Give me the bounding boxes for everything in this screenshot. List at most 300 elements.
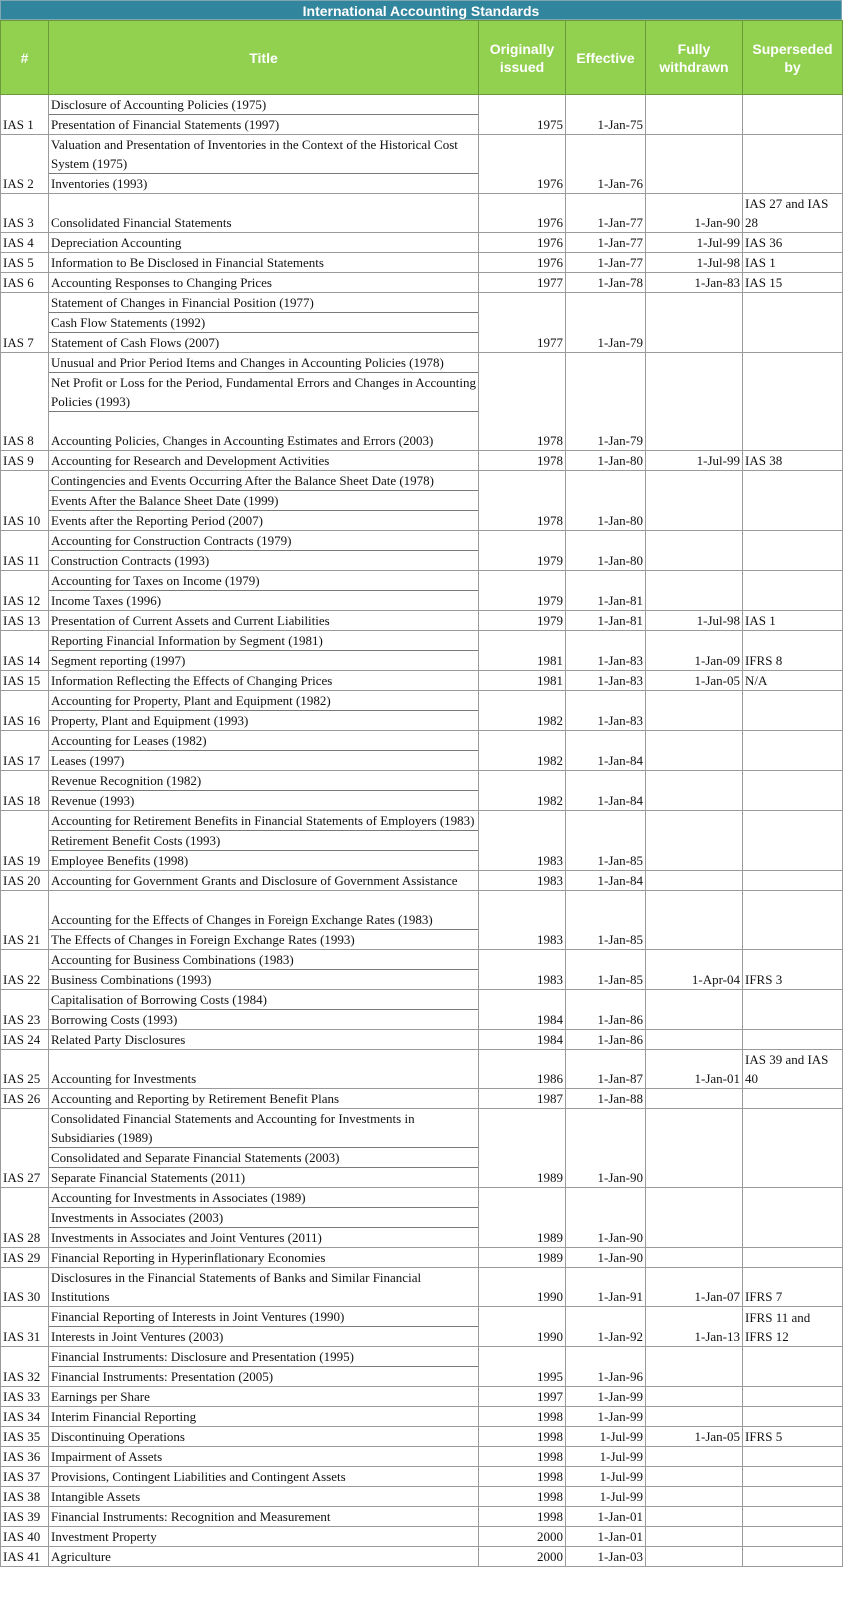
cell-standard-number[interactable]: IAS 25 bbox=[1, 1050, 49, 1089]
table-row[interactable] bbox=[1, 1407, 843, 1427]
cell-standard-number[interactable]: IAS 21 bbox=[1, 891, 49, 950]
cell-effective[interactable]: 1-Jan-99 bbox=[566, 1407, 646, 1427]
cell-originally-issued[interactable]: 1989 bbox=[479, 1109, 566, 1188]
cell-superseded-by[interactable] bbox=[743, 1487, 843, 1507]
cell-fully-withdrawn[interactable] bbox=[646, 811, 743, 871]
cell-standard-number[interactable]: IAS 8 bbox=[1, 353, 49, 451]
table-row[interactable] bbox=[1, 811, 843, 871]
cell-effective[interactable]: 1-Jul-99 bbox=[566, 1467, 646, 1487]
cell-effective[interactable]: 1-Jan-01 bbox=[566, 1507, 646, 1527]
cell-originally-issued[interactable]: 1998 bbox=[479, 1407, 566, 1427]
cell-fully-withdrawn[interactable]: 1-Jan-83 bbox=[646, 273, 743, 293]
cell-originally-issued[interactable]: 1979 bbox=[479, 531, 566, 571]
cell-superseded-by[interactable] bbox=[743, 1447, 843, 1467]
table-row[interactable] bbox=[1, 253, 843, 273]
cell-superseded-by[interactable]: IAS 39 and IAS 40 bbox=[743, 1050, 843, 1089]
cell-superseded-by[interactable] bbox=[743, 471, 843, 531]
cell-title[interactable] bbox=[49, 1188, 479, 1248]
cell-fully-withdrawn[interactable] bbox=[646, 1487, 743, 1507]
cell-standard-number[interactable]: IAS 1 bbox=[1, 95, 49, 135]
cell-superseded-by[interactable] bbox=[743, 1248, 843, 1268]
cell-standard-number[interactable]: IAS 40 bbox=[1, 1527, 49, 1547]
cell-fully-withdrawn[interactable] bbox=[646, 1109, 743, 1188]
cell-effective[interactable]: 1-Jan-85 bbox=[566, 811, 646, 871]
cell-fully-withdrawn[interactable] bbox=[646, 1467, 743, 1487]
cell-originally-issued[interactable]: 1976 bbox=[479, 233, 566, 253]
table-row[interactable] bbox=[1, 691, 843, 731]
cell-originally-issued[interactable]: 1983 bbox=[479, 891, 566, 950]
cell-effective[interactable]: 1-Jan-84 bbox=[566, 731, 646, 771]
cell-fully-withdrawn[interactable] bbox=[646, 353, 743, 451]
cell-title[interactable] bbox=[49, 611, 479, 631]
cell-effective[interactable]: 1-Jan-90 bbox=[566, 1188, 646, 1248]
cell-title[interactable] bbox=[49, 233, 479, 253]
cell-effective[interactable]: 1-Jan-84 bbox=[566, 771, 646, 811]
cell-fully-withdrawn[interactable] bbox=[646, 871, 743, 891]
cell-fully-withdrawn[interactable] bbox=[646, 731, 743, 771]
cell-originally-issued[interactable]: 1981 bbox=[479, 631, 566, 671]
cell-effective[interactable]: 1-Jan-77 bbox=[566, 233, 646, 253]
cell-standard-number[interactable]: IAS 3 bbox=[1, 194, 49, 233]
cell-originally-issued[interactable]: 1979 bbox=[479, 571, 566, 611]
cell-effective[interactable]: 1-Jan-78 bbox=[566, 273, 646, 293]
cell-title[interactable] bbox=[49, 1527, 479, 1547]
cell-fully-withdrawn[interactable]: 1-Jan-01 bbox=[646, 1050, 743, 1089]
cell-standard-number[interactable]: IAS 12 bbox=[1, 571, 49, 611]
cell-originally-issued[interactable]: 1995 bbox=[479, 1347, 566, 1387]
cell-effective[interactable]: 1-Jan-80 bbox=[566, 451, 646, 471]
cell-standard-number[interactable]: IAS 9 bbox=[1, 451, 49, 471]
cell-standard-number[interactable]: IAS 39 bbox=[1, 1507, 49, 1527]
cell-originally-issued[interactable]: 1989 bbox=[479, 1248, 566, 1268]
table-row[interactable] bbox=[1, 771, 843, 811]
cell-effective[interactable]: 1-Jul-99 bbox=[566, 1487, 646, 1507]
table-row[interactable] bbox=[1, 671, 843, 691]
cell-effective[interactable]: 1-Jan-80 bbox=[566, 471, 646, 531]
cell-title[interactable] bbox=[49, 1407, 479, 1427]
cell-fully-withdrawn[interactable] bbox=[646, 1248, 743, 1268]
cell-fully-withdrawn[interactable]: 1-Jan-07 bbox=[646, 1268, 743, 1307]
cell-standard-number[interactable]: IAS 32 bbox=[1, 1347, 49, 1387]
cell-effective[interactable]: 1-Jan-03 bbox=[566, 1547, 646, 1567]
cell-originally-issued[interactable]: 1979 bbox=[479, 611, 566, 631]
cell-originally-issued[interactable]: 2000 bbox=[479, 1527, 566, 1547]
cell-effective[interactable]: 1-Jan-99 bbox=[566, 1387, 646, 1407]
cell-originally-issued[interactable]: 1982 bbox=[479, 691, 566, 731]
table-row[interactable] bbox=[1, 1030, 843, 1050]
table-row[interactable] bbox=[1, 611, 843, 631]
table-row[interactable] bbox=[1, 1050, 843, 1089]
table-row[interactable] bbox=[1, 233, 843, 253]
cell-effective[interactable]: 1-Jan-96 bbox=[566, 1347, 646, 1387]
title-entry: Investment Property bbox=[51, 1529, 157, 1544]
cell-title[interactable] bbox=[49, 871, 479, 891]
cell-originally-issued[interactable]: 1977 bbox=[479, 273, 566, 293]
cell-fully-withdrawn[interactable] bbox=[646, 135, 743, 194]
title-entry: Inventories (1993) bbox=[51, 176, 148, 191]
cell-title[interactable] bbox=[49, 95, 479, 135]
cell-superseded-by[interactable] bbox=[743, 1507, 843, 1527]
cell-standard-number[interactable]: IAS 31 bbox=[1, 1307, 49, 1347]
table-row[interactable] bbox=[1, 531, 843, 571]
cell-title[interactable] bbox=[49, 950, 479, 990]
cell-standard-number[interactable]: IAS 15 bbox=[1, 671, 49, 691]
cell-fully-withdrawn[interactable] bbox=[646, 1447, 743, 1467]
cell-superseded-by[interactable] bbox=[743, 871, 843, 891]
cell-effective[interactable]: 1-Jan-86 bbox=[566, 1030, 646, 1050]
cell-title[interactable] bbox=[49, 1307, 479, 1347]
table-row[interactable] bbox=[1, 1089, 843, 1109]
cell-originally-issued[interactable]: 1982 bbox=[479, 731, 566, 771]
cell-standard-number[interactable]: IAS 22 bbox=[1, 950, 49, 990]
table-row[interactable] bbox=[1, 1547, 843, 1567]
cell-superseded-by[interactable] bbox=[743, 1347, 843, 1387]
cell-superseded-by[interactable]: IFRS 5 bbox=[743, 1427, 843, 1447]
cell-fully-withdrawn[interactable] bbox=[646, 1507, 743, 1527]
cell-effective[interactable]: 1-Jan-76 bbox=[566, 135, 646, 194]
cell-superseded-by[interactable] bbox=[743, 293, 843, 353]
cell-superseded-by[interactable] bbox=[743, 891, 843, 950]
cell-fully-withdrawn[interactable]: 1-Apr-04 bbox=[646, 950, 743, 990]
cell-effective[interactable]: 1-Jan-75 bbox=[566, 95, 646, 135]
cell-superseded-by[interactable] bbox=[743, 1109, 843, 1188]
cell-fully-withdrawn[interactable] bbox=[646, 531, 743, 571]
cell-effective[interactable]: 1-Jan-77 bbox=[566, 253, 646, 273]
cell-effective[interactable]: 1-Jan-79 bbox=[566, 293, 646, 353]
cell-standard-number[interactable]: IAS 36 bbox=[1, 1447, 49, 1467]
cell-effective[interactable]: 1-Jan-79 bbox=[566, 353, 646, 451]
cell-title[interactable] bbox=[49, 1030, 479, 1050]
cell-standard-number[interactable]: IAS 18 bbox=[1, 771, 49, 811]
table-row[interactable] bbox=[1, 1427, 843, 1447]
cell-standard-number[interactable]: IAS 5 bbox=[1, 253, 49, 273]
cell-title[interactable] bbox=[49, 293, 479, 353]
table-row[interactable] bbox=[1, 1467, 843, 1487]
cell-effective[interactable]: 1-Jan-01 bbox=[566, 1527, 646, 1547]
cell-standard-number[interactable]: IAS 24 bbox=[1, 1030, 49, 1050]
cell-originally-issued[interactable]: 1997 bbox=[479, 1387, 566, 1407]
table-row[interactable] bbox=[1, 1447, 843, 1467]
cell-effective[interactable]: 1-Jan-90 bbox=[566, 1248, 646, 1268]
cell-standard-number[interactable]: IAS 19 bbox=[1, 811, 49, 871]
cell-effective[interactable]: 1-Jan-83 bbox=[566, 631, 646, 671]
cell-fully-withdrawn[interactable]: 1-Jan-05 bbox=[646, 1427, 743, 1447]
cell-title[interactable] bbox=[49, 194, 479, 233]
cell-fully-withdrawn[interactable] bbox=[646, 1188, 743, 1248]
table-row[interactable] bbox=[1, 273, 843, 293]
cell-superseded-by[interactable] bbox=[743, 531, 843, 571]
cell-fully-withdrawn[interactable] bbox=[646, 1387, 743, 1407]
cell-title[interactable] bbox=[49, 471, 479, 531]
cell-title[interactable] bbox=[49, 1467, 479, 1487]
cell-originally-issued[interactable]: 1983 bbox=[479, 871, 566, 891]
table-row[interactable] bbox=[1, 1347, 843, 1387]
title-entry: Statement of Cash Flows (2007) bbox=[51, 335, 220, 350]
cell-title[interactable] bbox=[49, 691, 479, 731]
cell-title[interactable] bbox=[49, 451, 479, 471]
cell-originally-issued[interactable]: 2000 bbox=[479, 1547, 566, 1567]
cell-superseded-by[interactable]: IFRS 8 bbox=[743, 631, 843, 671]
cell-title[interactable] bbox=[49, 1447, 479, 1467]
table-row[interactable] bbox=[1, 194, 843, 233]
cell-superseded-by[interactable]: IAS 1 bbox=[743, 611, 843, 631]
table-row[interactable] bbox=[1, 1268, 843, 1307]
cell-standard-number[interactable]: IAS 30 bbox=[1, 1268, 49, 1307]
cell-originally-issued[interactable]: 1978 bbox=[479, 471, 566, 531]
cell-effective[interactable]: 1-Jan-80 bbox=[566, 531, 646, 571]
table-row[interactable] bbox=[1, 891, 843, 950]
cell-standard-number[interactable]: IAS 14 bbox=[1, 631, 49, 671]
cell-fully-withdrawn[interactable]: 1-Jul-98 bbox=[646, 611, 743, 631]
cell-standard-number[interactable]: IAS 6 bbox=[1, 273, 49, 293]
cell-title[interactable] bbox=[49, 353, 479, 451]
cell-superseded-by[interactable] bbox=[743, 95, 843, 135]
cell-standard-number[interactable]: IAS 23 bbox=[1, 990, 49, 1030]
cell-standard-number[interactable]: IAS 16 bbox=[1, 691, 49, 731]
cell-effective[interactable]: 1-Jan-85 bbox=[566, 891, 646, 950]
cell-originally-issued[interactable]: 1998 bbox=[479, 1507, 566, 1527]
cell-effective[interactable]: 1-Jul-99 bbox=[566, 1427, 646, 1447]
cell-originally-issued[interactable]: 1998 bbox=[479, 1427, 566, 1447]
cell-originally-issued[interactable]: 1986 bbox=[479, 1050, 566, 1089]
title-entry: Information Reflecting the Effects of Changing Prices bbox=[51, 673, 333, 688]
table-row[interactable] bbox=[1, 1248, 843, 1268]
cell-title[interactable] bbox=[49, 253, 479, 273]
cell-superseded-by[interactable] bbox=[743, 811, 843, 871]
cell-standard-number[interactable]: IAS 38 bbox=[1, 1487, 49, 1507]
table-row[interactable] bbox=[1, 293, 843, 353]
table-row[interactable] bbox=[1, 1487, 843, 1507]
cell-superseded-by[interactable]: IAS 1 bbox=[743, 253, 843, 273]
cell-superseded-by[interactable]: IAS 38 bbox=[743, 451, 843, 471]
cell-title[interactable] bbox=[49, 531, 479, 571]
cell-fully-withdrawn[interactable] bbox=[646, 771, 743, 811]
title-entry: Information to Be Disclosed in Financial Statements bbox=[51, 255, 324, 270]
cell-superseded-by[interactable] bbox=[743, 1387, 843, 1407]
cell-superseded-by[interactable]: IAS 27 and IAS 28 bbox=[743, 194, 843, 233]
cell-fully-withdrawn[interactable]: 1-Jan-09 bbox=[646, 631, 743, 671]
cell-originally-issued[interactable]: 1976 bbox=[479, 135, 566, 194]
title-entry: Accounting Policies, Changes in Accounting Estimates and Errors (2003) bbox=[51, 433, 434, 448]
table-row[interactable] bbox=[1, 1307, 843, 1347]
cell-title[interactable] bbox=[49, 1268, 479, 1307]
cell-fully-withdrawn[interactable] bbox=[646, 1407, 743, 1427]
cell-originally-issued[interactable]: 1998 bbox=[479, 1487, 566, 1507]
title-entry: Earnings per Share bbox=[51, 1389, 150, 1404]
cell-effective[interactable]: 1-Jan-91 bbox=[566, 1268, 646, 1307]
cell-title[interactable] bbox=[49, 571, 479, 611]
table-row[interactable] bbox=[1, 135, 843, 194]
cell-effective[interactable]: 1-Jan-90 bbox=[566, 1109, 646, 1188]
cell-standard-number[interactable]: IAS 13 bbox=[1, 611, 49, 631]
table-row[interactable] bbox=[1, 1527, 843, 1547]
title-entry: Valuation and Presentation of Inventories in the Context of the Historical Cost System (1975) bbox=[49, 135, 478, 174]
cell-originally-issued[interactable]: 1975 bbox=[479, 95, 566, 135]
cell-fully-withdrawn[interactable]: 1-Jan-05 bbox=[646, 671, 743, 691]
cell-standard-number[interactable]: IAS 27 bbox=[1, 1109, 49, 1188]
cell-standard-number[interactable]: IAS 10 bbox=[1, 471, 49, 531]
cell-title[interactable] bbox=[49, 1248, 479, 1268]
cell-superseded-by[interactable] bbox=[743, 1188, 843, 1248]
cell-title[interactable] bbox=[49, 671, 479, 691]
cell-superseded-by[interactable] bbox=[743, 135, 843, 194]
cell-title[interactable] bbox=[49, 1109, 479, 1188]
cell-originally-issued[interactable]: 1990 bbox=[479, 1307, 566, 1347]
cell-fully-withdrawn[interactable] bbox=[646, 571, 743, 611]
cell-title[interactable] bbox=[49, 1387, 479, 1407]
cell-effective[interactable]: 1-Jan-81 bbox=[566, 571, 646, 611]
cell-title[interactable] bbox=[49, 771, 479, 811]
cell-superseded-by[interactable] bbox=[743, 990, 843, 1030]
cell-superseded-by[interactable] bbox=[743, 731, 843, 771]
table-row[interactable] bbox=[1, 871, 843, 891]
cell-superseded-by[interactable]: IAS 36 bbox=[743, 233, 843, 253]
table-row[interactable] bbox=[1, 1109, 843, 1188]
cell-originally-issued[interactable]: 1990 bbox=[479, 1268, 566, 1307]
cell-originally-issued[interactable]: 1981 bbox=[479, 671, 566, 691]
cell-effective[interactable]: 1-Jan-92 bbox=[566, 1307, 646, 1347]
cell-effective[interactable]: 1-Jan-87 bbox=[566, 1050, 646, 1089]
cell-standard-number[interactable]: IAS 4 bbox=[1, 233, 49, 253]
cell-fully-withdrawn[interactable]: 1-Jan-90 bbox=[646, 194, 743, 233]
cell-fully-withdrawn[interactable] bbox=[646, 891, 743, 950]
table-row[interactable] bbox=[1, 353, 843, 451]
cell-originally-issued[interactable]: 1998 bbox=[479, 1467, 566, 1487]
cell-effective[interactable]: 1-Jan-83 bbox=[566, 691, 646, 731]
cell-fully-withdrawn[interactable] bbox=[646, 1089, 743, 1109]
table-row[interactable] bbox=[1, 1507, 843, 1527]
cell-standard-number[interactable]: IAS 34 bbox=[1, 1407, 49, 1427]
cell-standard-number[interactable]: IAS 33 bbox=[1, 1387, 49, 1407]
cell-superseded-by[interactable] bbox=[743, 353, 843, 451]
cell-title[interactable] bbox=[49, 1427, 479, 1447]
title-entry: Accounting for Construction Contracts (1979) bbox=[49, 531, 478, 551]
cell-originally-issued[interactable]: 1998 bbox=[479, 1447, 566, 1467]
table-row[interactable] bbox=[1, 990, 843, 1030]
title-entry: Accounting for Government Grants and Disclosure of Government Assistance bbox=[51, 873, 458, 888]
cell-superseded-by[interactable]: IFRS 3 bbox=[743, 950, 843, 990]
cell-fully-withdrawn[interactable] bbox=[646, 471, 743, 531]
cell-standard-number[interactable]: IAS 41 bbox=[1, 1547, 49, 1567]
cell-title[interactable] bbox=[49, 1547, 479, 1567]
cell-title[interactable] bbox=[49, 731, 479, 771]
cell-effective[interactable]: 1-Jan-85 bbox=[566, 950, 646, 990]
cell-superseded-by[interactable]: IFRS 7 bbox=[743, 1268, 843, 1307]
cell-title[interactable] bbox=[49, 1347, 479, 1387]
cell-standard-number[interactable]: IAS 37 bbox=[1, 1467, 49, 1487]
cell-effective[interactable]: 1-Jan-86 bbox=[566, 990, 646, 1030]
cell-title[interactable] bbox=[49, 1050, 479, 1089]
cell-title[interactable] bbox=[49, 631, 479, 671]
cell-originally-issued[interactable]: 1982 bbox=[479, 771, 566, 811]
cell-originally-issued[interactable]: 1978 bbox=[479, 353, 566, 451]
cell-originally-issued[interactable]: 1989 bbox=[479, 1188, 566, 1248]
cell-originally-issued[interactable]: 1984 bbox=[479, 990, 566, 1030]
cell-title[interactable] bbox=[49, 1487, 479, 1507]
title-entry: Employee Benefits (1998) bbox=[51, 853, 189, 868]
table-row[interactable] bbox=[1, 1387, 843, 1407]
table-row[interactable] bbox=[1, 95, 843, 135]
cell-fully-withdrawn[interactable] bbox=[646, 990, 743, 1030]
table-row[interactable] bbox=[1, 731, 843, 771]
cell-standard-number[interactable]: IAS 17 bbox=[1, 731, 49, 771]
cell-standard-number[interactable]: IAS 35 bbox=[1, 1427, 49, 1447]
cell-title[interactable] bbox=[49, 811, 479, 871]
cell-title[interactable] bbox=[49, 135, 479, 194]
cell-standard-number[interactable]: IAS 2 bbox=[1, 135, 49, 194]
cell-fully-withdrawn[interactable]: 1-Jul-98 bbox=[646, 253, 743, 273]
cell-fully-withdrawn[interactable] bbox=[646, 1547, 743, 1567]
table-row[interactable] bbox=[1, 471, 843, 531]
cell-fully-withdrawn[interactable] bbox=[646, 1030, 743, 1050]
cell-title[interactable] bbox=[49, 1089, 479, 1109]
cell-fully-withdrawn[interactable]: 1-Jul-99 bbox=[646, 451, 743, 471]
cell-superseded-by[interactable]: N/A bbox=[743, 671, 843, 691]
cell-originally-issued[interactable]: 1978 bbox=[479, 451, 566, 471]
cell-originally-issued[interactable]: 1984 bbox=[479, 1030, 566, 1050]
cell-fully-withdrawn[interactable] bbox=[646, 293, 743, 353]
cell-superseded-by[interactable] bbox=[743, 1089, 843, 1109]
table-row[interactable] bbox=[1, 1188, 843, 1248]
cell-standard-number[interactable]: IAS 20 bbox=[1, 871, 49, 891]
cell-title[interactable] bbox=[49, 1507, 479, 1527]
cell-effective[interactable]: 1-Jan-77 bbox=[566, 194, 646, 233]
cell-effective[interactable]: 1-Jan-81 bbox=[566, 611, 646, 631]
cell-effective[interactable]: 1-Jan-83 bbox=[566, 671, 646, 691]
cell-fully-withdrawn[interactable]: 1-Jul-99 bbox=[646, 233, 743, 253]
cell-superseded-by[interactable] bbox=[743, 691, 843, 731]
table-row[interactable] bbox=[1, 631, 843, 671]
cell-title[interactable] bbox=[49, 273, 479, 293]
cell-superseded-by[interactable]: IAS 15 bbox=[743, 273, 843, 293]
cell-standard-number[interactable]: IAS 29 bbox=[1, 1248, 49, 1268]
cell-originally-issued[interactable]: 1987 bbox=[479, 1089, 566, 1109]
cell-originally-issued[interactable]: 1976 bbox=[479, 194, 566, 233]
cell-superseded-by[interactable]: IFRS 11 and IFRS 12 bbox=[743, 1307, 843, 1347]
cell-standard-number[interactable]: IAS 28 bbox=[1, 1188, 49, 1248]
table-row[interactable] bbox=[1, 571, 843, 611]
cell-title[interactable] bbox=[49, 990, 479, 1030]
cell-superseded-by[interactable] bbox=[743, 571, 843, 611]
cell-superseded-by[interactable] bbox=[743, 1467, 843, 1487]
cell-fully-withdrawn[interactable]: 1-Jan-13 bbox=[646, 1307, 743, 1347]
table-row[interactable] bbox=[1, 451, 843, 471]
cell-fully-withdrawn[interactable] bbox=[646, 95, 743, 135]
cell-effective[interactable]: 1-Jul-99 bbox=[566, 1447, 646, 1467]
cell-effective[interactable]: 1-Jan-88 bbox=[566, 1089, 646, 1109]
title-entry: Cash Flow Statements (1992) bbox=[49, 313, 478, 333]
cell-fully-withdrawn[interactable] bbox=[646, 1347, 743, 1387]
cell-originally-issued[interactable]: 1976 bbox=[479, 253, 566, 273]
cell-fully-withdrawn[interactable] bbox=[646, 1527, 743, 1547]
cell-effective[interactable]: 1-Jan-84 bbox=[566, 871, 646, 891]
cell-standard-number[interactable]: IAS 26 bbox=[1, 1089, 49, 1109]
cell-originally-issued[interactable]: 1983 bbox=[479, 950, 566, 990]
cell-title[interactable] bbox=[49, 891, 479, 950]
cell-standard-number[interactable]: IAS 11 bbox=[1, 531, 49, 571]
cell-superseded-by[interactable] bbox=[743, 1547, 843, 1567]
cell-superseded-by[interactable] bbox=[743, 1527, 843, 1547]
cell-superseded-by[interactable] bbox=[743, 1407, 843, 1427]
cell-standard-number[interactable]: IAS 7 bbox=[1, 293, 49, 353]
table-row[interactable] bbox=[1, 950, 843, 990]
cell-superseded-by[interactable] bbox=[743, 1030, 843, 1050]
cell-originally-issued[interactable]: 1983 bbox=[479, 811, 566, 871]
title-entry: Financial Instruments: Disclosure and Presentation (1995) bbox=[49, 1347, 478, 1367]
cell-originally-issued[interactable]: 1977 bbox=[479, 293, 566, 353]
cell-fully-withdrawn[interactable] bbox=[646, 691, 743, 731]
cell-superseded-by[interactable] bbox=[743, 771, 843, 811]
